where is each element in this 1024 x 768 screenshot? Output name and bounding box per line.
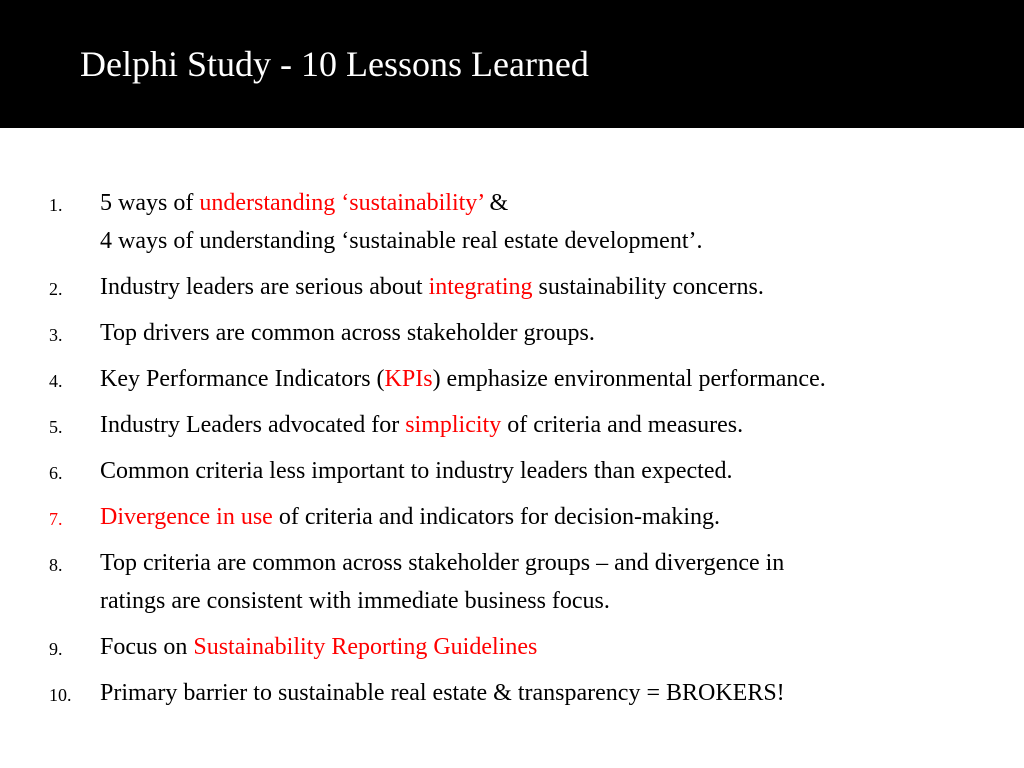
lesson-text-part: & bbox=[483, 190, 509, 216]
lesson-highlight: Sustainability Reporting Guidelines bbox=[193, 634, 538, 660]
lesson-highlight: understanding ‘sustainability’ bbox=[199, 190, 484, 216]
lesson-highlight: KPIs bbox=[384, 366, 433, 392]
lesson-number: 2. bbox=[49, 279, 63, 299]
lesson-text-part: of criteria and measures. bbox=[501, 412, 744, 438]
lessons-list bbox=[0, 184, 1024, 720]
lesson-text bbox=[100, 406, 1000, 444]
lesson-number: 9. bbox=[49, 639, 63, 659]
lesson-number: 7. bbox=[49, 509, 63, 529]
lesson-item-10 bbox=[0, 674, 1024, 712]
lesson-item-2 bbox=[0, 268, 1024, 306]
lesson-text-part: Key Performance Indicators ( bbox=[100, 366, 385, 392]
lesson-text bbox=[100, 498, 1000, 536]
lesson-highlight: simplicity bbox=[405, 412, 502, 438]
lesson-text-part: 5 ways of bbox=[100, 190, 200, 216]
lesson-number: 1. bbox=[49, 195, 63, 215]
lesson-text: Primary barrier to sustainable real estate & transparency = BROKERS! bbox=[100, 680, 785, 706]
lesson-text-line2: 4 ways of understanding ‘sustainable real estate development’. bbox=[100, 228, 703, 254]
lesson-text bbox=[100, 360, 1000, 398]
lesson-number: 8. bbox=[49, 555, 63, 575]
lesson-text-part: of criteria and indicators for decision-making. bbox=[272, 504, 721, 530]
lesson-number: 10. bbox=[49, 685, 72, 705]
lesson-text-part: ) emphasize environmental performance. bbox=[432, 366, 826, 392]
lesson-text-part: sustainability concerns. bbox=[532, 274, 764, 300]
lesson-number: 3. bbox=[49, 325, 63, 345]
lesson-text bbox=[100, 184, 1000, 222]
lesson-item-4 bbox=[0, 360, 1024, 398]
lesson-highlight: Divergence in use bbox=[100, 504, 273, 530]
title-bar bbox=[0, 0, 1024, 128]
lesson-item-3 bbox=[0, 314, 1024, 352]
lesson-item-7 bbox=[0, 498, 1024, 536]
lesson-text bbox=[100, 628, 1000, 666]
lesson-text: Common criteria less important to industry leaders than expected. bbox=[100, 458, 733, 484]
lesson-item-8 bbox=[0, 544, 1024, 620]
lesson-number: 6. bbox=[49, 463, 63, 483]
lesson-number: 5. bbox=[49, 417, 63, 437]
lesson-item-6 bbox=[0, 452, 1024, 490]
lesson-number: 4. bbox=[49, 371, 63, 391]
lesson-text: Top drivers are common across stakeholder groups. bbox=[100, 320, 595, 346]
lesson-highlight: integrating bbox=[428, 274, 533, 300]
lesson-text bbox=[100, 268, 1000, 306]
lesson-item-5 bbox=[0, 406, 1024, 444]
lesson-text-part: Industry Leaders advocated for bbox=[100, 412, 406, 438]
slide-title: Delphi Study - 10 Lessons Learned bbox=[80, 44, 589, 84]
lesson-item-1 bbox=[0, 184, 1024, 260]
lesson-text: Top criteria are common across stakeholder groups – and divergence in bbox=[100, 550, 785, 576]
lesson-item-9 bbox=[0, 628, 1024, 666]
lesson-text-part: Industry leaders are serious about bbox=[100, 274, 429, 300]
lesson-text-line2: ratings are consistent with immediate business focus. bbox=[100, 588, 610, 614]
lesson-text-part: Focus on bbox=[100, 634, 194, 660]
